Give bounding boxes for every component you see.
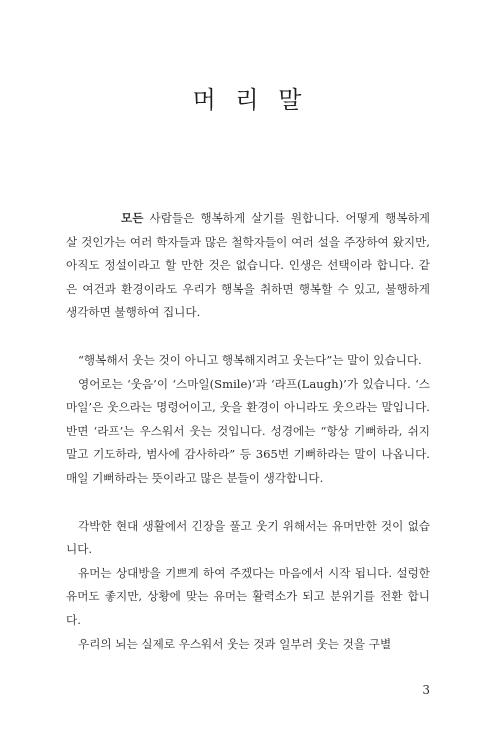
body-text	[66, 207, 430, 656]
paragraph-2: “행복해서 웃는 것이 아니고 행복해지려고 웃는다”는 말이 있습니다.	[78, 352, 422, 367]
paragraph-5: 유머는 상대방을 기쁘게 하여 주겠다는 마음에서 시작 됩니다. 설렁한 유머도 좋지만, 상황에 맞는 유머는 활력소가 되고 분위기를 전환 합니다.	[66, 565, 430, 627]
paragraph-1	[66, 207, 430, 325]
page-title: 머 리 말	[192, 86, 308, 114]
paragraph-1-first-word: 모든	[121, 211, 144, 225]
paragraph-gap	[66, 491, 430, 515]
paragraph-1-text: 사람들은 행복하게 살기를 원합니다. 어떻게 행복하게 살 것인가는 여러 학자들과 많은 철학자들이 여러 설을 주장하여 왔지만, 아직도 정설이라고 할 만한 것은 없습니다. 인생은 선택이라 합니다. 같은 여건과 환경이라도 우리가 행복을 취하면 행복할 수 있고, 불행하게 생각하면 불행하여 집니다.	[66, 211, 430, 320]
page-number: 3	[422, 683, 430, 697]
paragraph-4: 각박한 현대 생활에서 긴장을 풀고 웃기 위해서는 유머만한 것이 없습니다.	[66, 518, 430, 557]
paragraph-gap	[66, 325, 430, 349]
paragraph-6: 우리의 뇌는 실제로 우스워서 웃는 것과 일부러 웃는 것을 구별	[78, 636, 392, 651]
paragraph-3: 영어로는 ‘웃음’이 ‘스마일(Smile)’과 ‘라프(Laugh)’가 있습니다. ‘스마일’은 웃으라는 명령어이고, 웃을 환경이 아니라도 웃으라는 말입니다. 반면 ‘라프’는 우스워서 웃는 것입니다. 성경에는 “항상 기뻐하라, 쉬지 말고 기도하라, 범사에 감사하라” 등 365번 기뻐하라는 말이 나옵니다. 매일 기뻐하라는 뜻이라고 많은 분들이 생각합니다.	[66, 376, 430, 485]
